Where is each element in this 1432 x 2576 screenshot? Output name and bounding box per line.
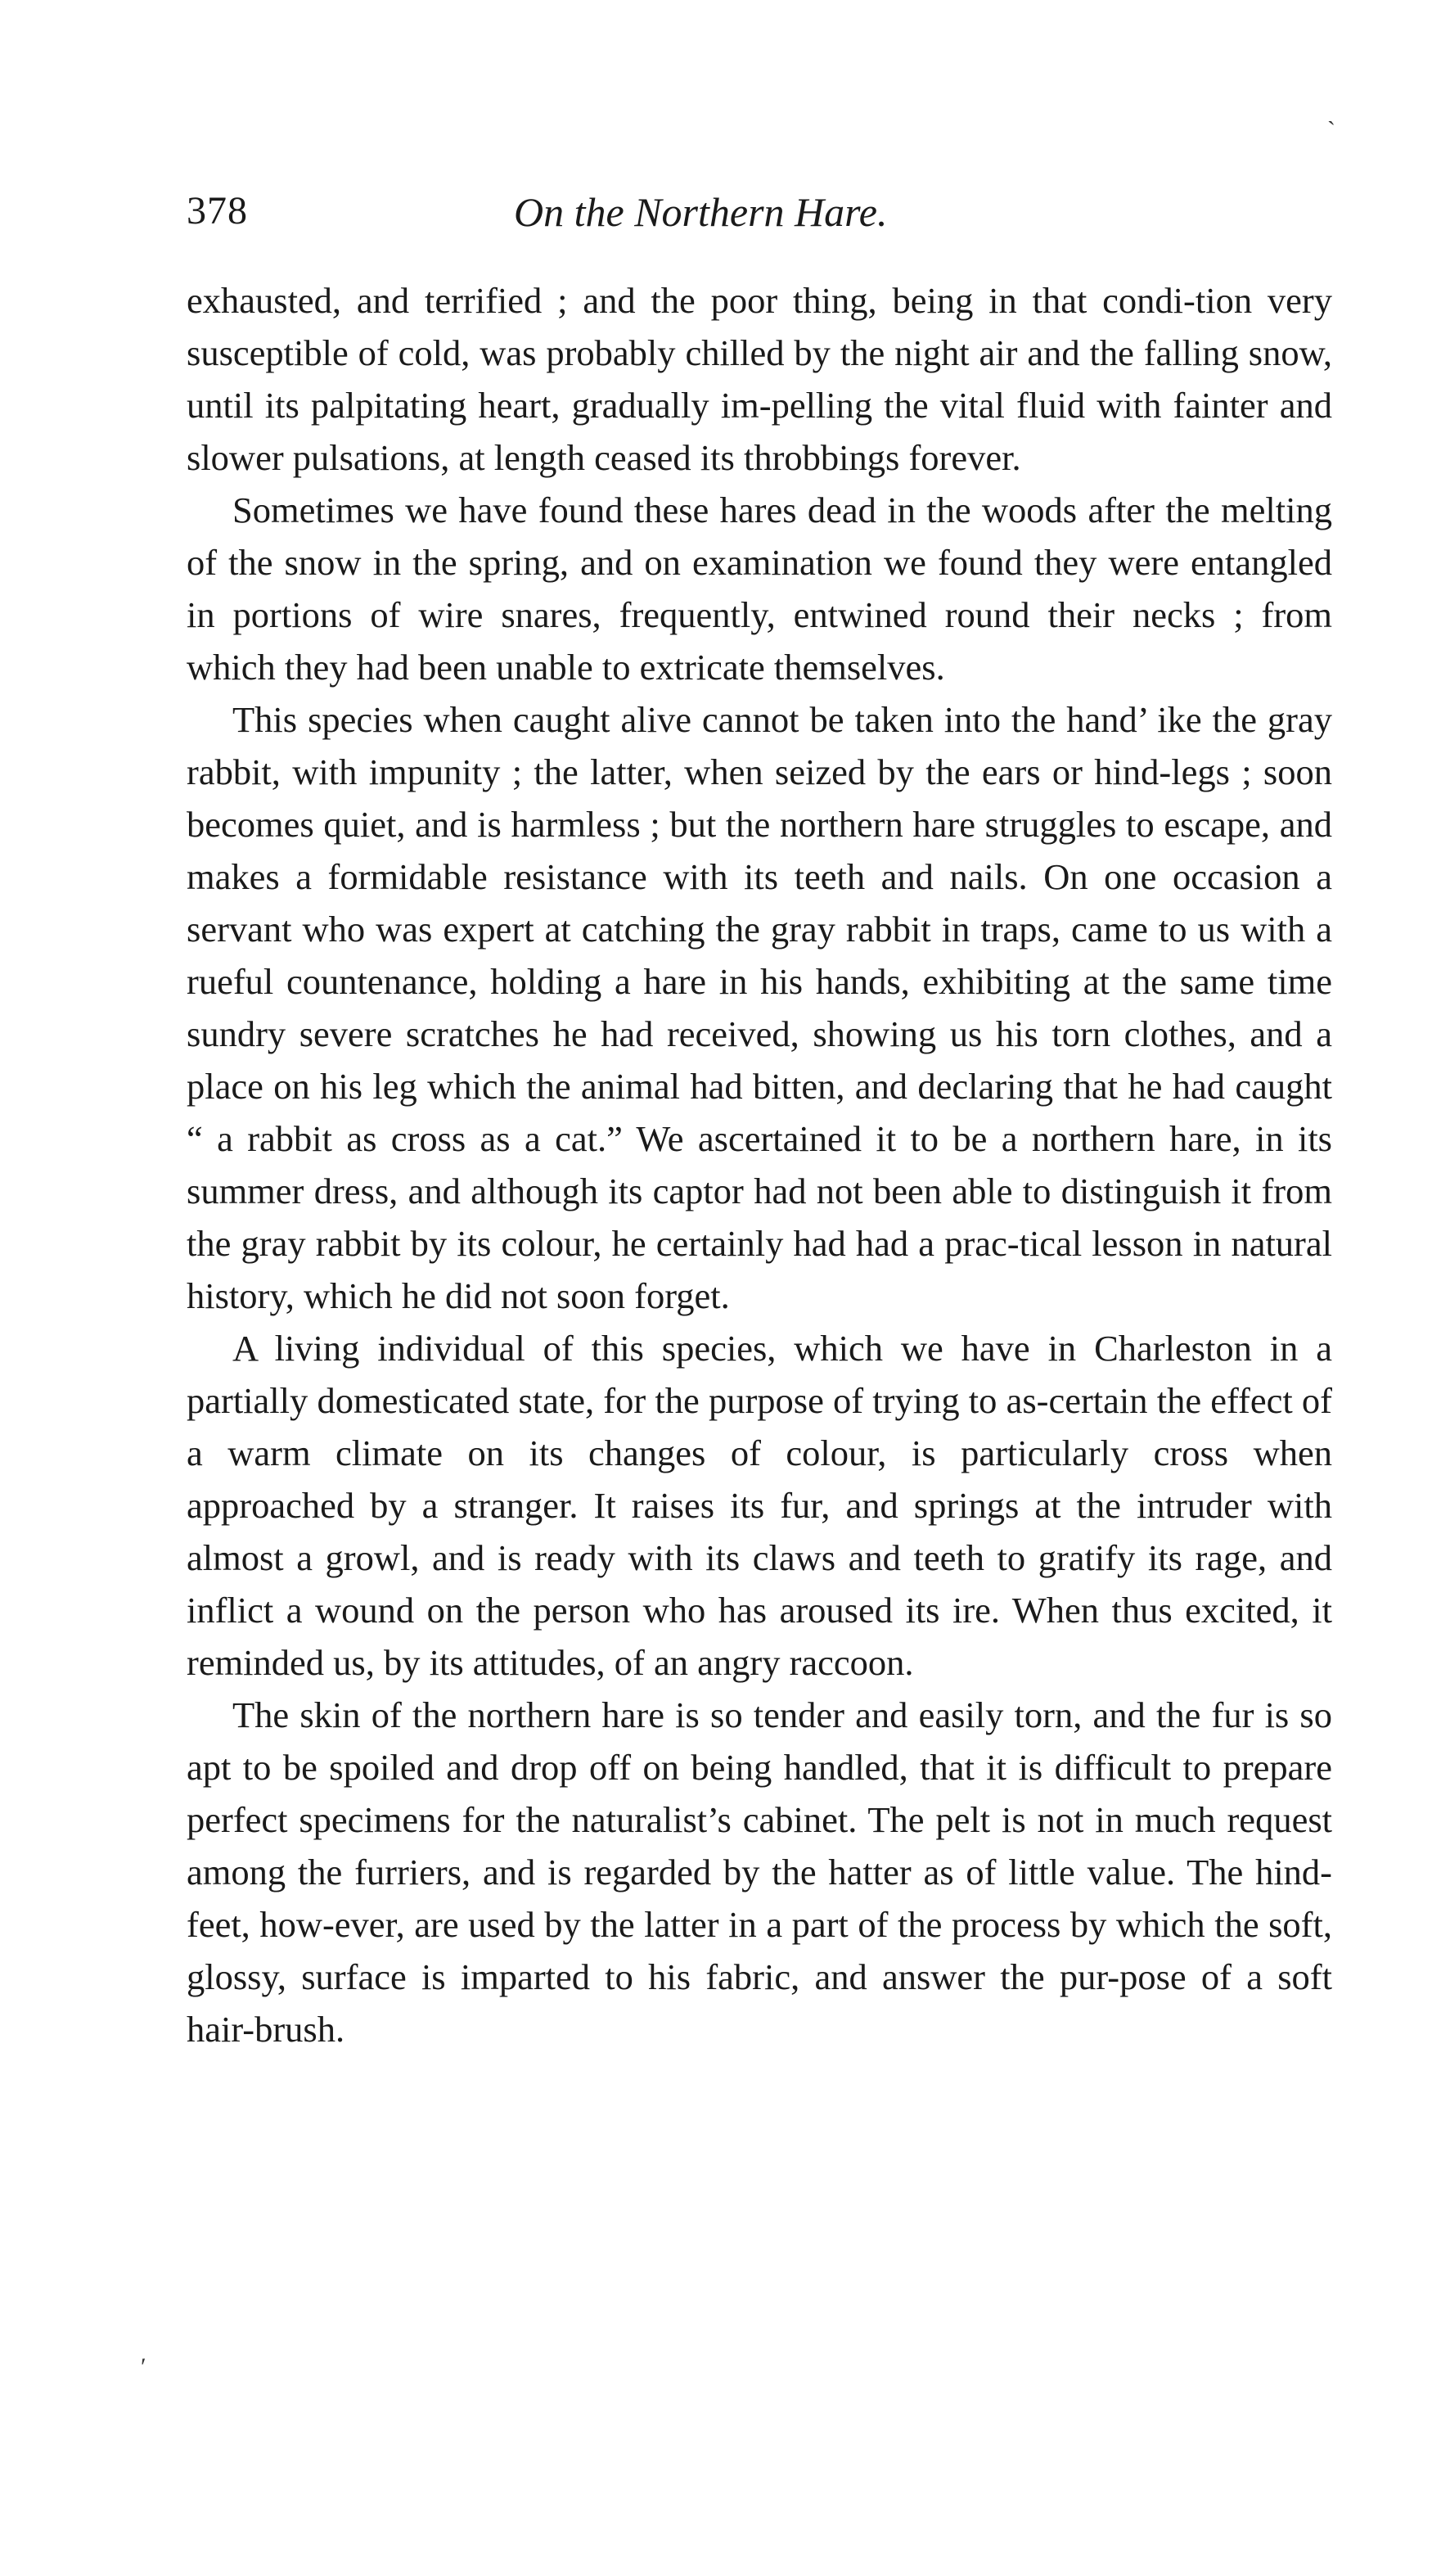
paragraph-continuation: exhausted, and terrified ; and the poor thing, being in that condi-tion very susceptible of cold, was probably chilled by the night air and the falling snow, until its palpitating heart, gradually im-pelling the vital fluid with fainter and slower pulsations, at length ceased its throbbings forever. [187, 280, 1332, 478]
page-header [187, 188, 1332, 246]
body-text [187, 274, 1332, 2055]
paragraph-skin-and-fur: The skin of the northern hare is so tender and easily torn, and the fur is so apt to be spoiled and drop off on being handled, that it is difficult to prepare perfect specimens for the naturalist’s cabinet. The pelt is not in much request among the furriers, and is regarded by the hatter as of little value. The hind-feet, how-ever, are used by the latter in a part of the process by which the soft, glossy, surface is imparted to his fabric, and answer the pur-pose of a soft hair-brush. [187, 1694, 1332, 2050]
running-title: On the Northern Hare. [514, 189, 888, 235]
paragraph-charleston-specimen: A living individual of this species, which we have in Charleston in a partially domesticated state, for the purpose of trying to as-certain the effect of a warm climate on its changes of colour, is particularly cross when approached by a stranger. It raises its fur, and springs at the intruder with almost a growl, and is ready with its claws and teeth to gratify its rage, and inflict a wound on the person who has aroused its ire. When thus excited, it reminded us, by its attitudes, of an angry raccoon. [187, 1328, 1332, 1683]
stray-mark-top: ˎ [1327, 98, 1335, 125]
paragraph-caught-alive: This species when caught alive cannot be taken into the hand’ ike the gray rabbit, with impunity ; the latter, when seized by the ears or hind-legs ; soon becomes quiet, and is harmless ; but the northern hare struggles to escape, and makes a formidable resistance with its teeth and nails. On one occasion a servant who was expert at catching the gray rabbit in traps, came to us with a rueful countenance, holding a hare in his hands, exhibiting at the same time sundry severe scratches he had received, showing us his torn clothes, and a place on his leg which the animal had bitten, and declaring that he had caught “ a rabbit as cross as a cat.” We ascertained it to be a northern hare, in its summer dress, and although its captor had not been able to distinguish it from the gray rabbit by its colour, he certainly had had a prac-tical lesson in natural history, which he did not soon forget. [187, 699, 1332, 1316]
stray-mark-bottom: ′ [141, 2353, 146, 2380]
page-number: 378 [187, 189, 248, 232]
paragraph-dead-hares: Sometimes we have found these hares dead in the woods after the melting of the snow in the spring, and on examination we found they were entangled in portions of wire snares, frequently, entwined round their necks ; from which they had been unable to extricate themselves. [187, 489, 1332, 688]
